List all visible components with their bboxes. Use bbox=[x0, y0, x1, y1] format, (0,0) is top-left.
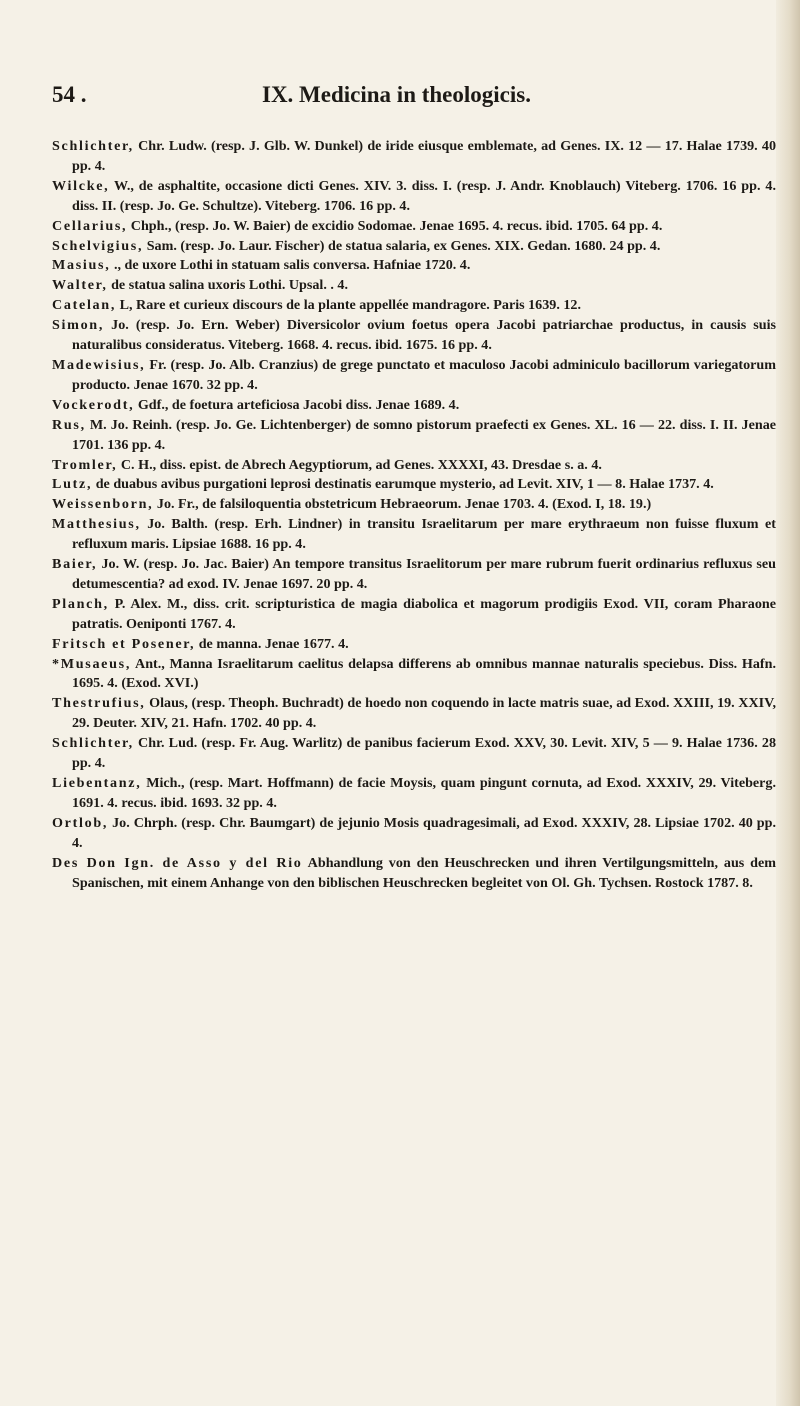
bibliography-entry bbox=[52, 515, 776, 555]
entry-text: Mich., (resp. Mart. Hoffmann) de facie Moysis, quam pingunt cornuta, ad Exod. XXXIV, 29. Viteberg. 1691. 4. recus. ibid. 1693. 32 pp. 4. bbox=[72, 775, 776, 811]
entry-author: Fritsch et Posener, bbox=[52, 635, 196, 652]
page-edge-shadow bbox=[776, 0, 800, 1406]
bibliography-entry bbox=[52, 475, 776, 495]
bibliography-entry bbox=[52, 694, 776, 734]
entry-text: Jo. Balth. (resp. Erh. Lindner) in transitu Israelitarum per mare erythraeum non fuisse fluxum et refluxum maris. Lipsiae 1688. 16 pp. 4. bbox=[72, 516, 776, 553]
entry-author: Tromler, bbox=[52, 456, 118, 473]
entry-text: de statua salina uxoris Lothi. Upsal. . 4. bbox=[111, 277, 348, 294]
entry-text: P. Alex. M., diss. crit. scripturistica de magia diabolica et magorum prodigiis Exod. VII, coram Pharaone patratis. Oeniponti 1767. 4. bbox=[72, 595, 776, 632]
bibliography-entry bbox=[52, 495, 776, 515]
entry-text: Jo. Fr., de falsiloquentia obstetricum Hebraeorum. Jenae 1703. 4. (Exod. I, 18. 19.) bbox=[156, 496, 652, 513]
entry-text: Chr. Ludw. (resp. J. Glb. W. Dunkel) de iride eiusque emblemate, ad Genes. IX. 12 — 17. Halae 1739. 40 pp. 4. bbox=[72, 138, 776, 174]
bibliography-entry bbox=[52, 356, 776, 396]
entry-text: Chph., (resp. Jo. W. Baier) de excidio Sodomae. Jenae 1695. 4. recus. ibid. 1705. 64 pp. 4. bbox=[130, 217, 663, 234]
chapter-title: IX. Medicina in theologicis. bbox=[262, 82, 531, 107]
bibliography-entry bbox=[52, 217, 776, 237]
bibliography-list bbox=[52, 137, 776, 893]
bibliography-entry bbox=[52, 177, 776, 217]
entry-author: Wilcke, bbox=[52, 177, 110, 194]
entry-author: Ortlob, bbox=[52, 814, 109, 831]
bibliography-entry bbox=[52, 416, 776, 456]
entry-text: Jo. (resp. Jo. Ern. Weber) Diversicolor ovium foetus opera Jacobi patriarchae productus, in causis suis naturalibus consideratus. Viteberg. 1668. 4. recus. ibid. 1675. 16 pp. 4. bbox=[72, 317, 776, 354]
entry-author: Masius, bbox=[52, 257, 111, 274]
entry-author: Simon, bbox=[52, 317, 105, 334]
entry-text: Chr. Lud. (resp. Fr. Aug. Warlitz) de panibus facierum Exod. XXV, 30. Levit. XIV, 5 — 9. Halae 1736. 28 pp. 4. bbox=[72, 735, 776, 772]
entry-author: Schelvigius, bbox=[52, 237, 144, 254]
entry-author: Catelan, bbox=[52, 297, 117, 314]
bibliography-entry bbox=[52, 276, 776, 296]
entry-author: Baier, bbox=[52, 556, 98, 573]
entry-author: Rus, bbox=[52, 416, 86, 433]
entry-author: Schlichter, bbox=[52, 735, 134, 752]
entry-text: C. H., diss. epist. de Abrech Aegyptiorum, ad Genes. XXXXI, 43. Dresdae s. a. 4. bbox=[120, 456, 602, 473]
entry-text: Jo. Chrph. (resp. Chr. Baumgart) de jejunio Mosis quadragesimali, ad Exod. XXXIV, 28. Lipsiae 1702. 40 pp. 4. bbox=[72, 814, 777, 851]
entry-author: Walter, bbox=[52, 277, 108, 294]
bibliography-entry bbox=[52, 774, 776, 814]
entry-text: M. Jo. Reinh. (resp. Jo. Ge. Lichtenberger) de somno pistorum praefecti ex Genes. XL. 16 — 22. diss. I. II. Jenae 1701. 136 pp. 4. bbox=[72, 416, 776, 453]
entry-author: Matthesius, bbox=[52, 516, 141, 533]
entry-text: L, Rare et curieux discours de la plante appellée mandragore. Paris 1639. 12. bbox=[119, 297, 581, 314]
bibliography-entry bbox=[52, 256, 776, 276]
running-head bbox=[52, 82, 752, 122]
entry-author: Cellarius, bbox=[52, 217, 128, 234]
entry-author: Lutz, bbox=[52, 476, 93, 493]
entry-text: Jo. W. (resp. Jo. Jac. Baier) An tempore transitus Israelitorum per mare rubrum fuerit ordinarius refluxus seu detumescentia? ad exod. IV. Jenae 1697. 20 pp. 4. bbox=[72, 556, 776, 592]
entry-author: Planch, bbox=[52, 595, 109, 612]
entry-author: Schlichter, bbox=[52, 138, 134, 154]
entry-text: Fr. (resp. Jo. Alb. Cranzius) de grege punctato et maculoso Jacobi adminiculo bacillorum variegatorum producto. Jenae 1670. 32 pp. 4. bbox=[72, 356, 776, 393]
bibliography-entry bbox=[52, 316, 776, 356]
bibliography-entry bbox=[52, 456, 776, 476]
bibliography-entry bbox=[52, 854, 776, 894]
entry-text: Ant., Manna Israelitarum caelitus delapsa differens ab omnibus mannae naturalis speciebus. Diss. Hafn. 1695. 4. (Exod. XVI.) bbox=[72, 655, 776, 692]
entry-text: ., de uxore Lothi in statuam salis conversa. Hafniae 1720. 4. bbox=[113, 257, 471, 274]
bibliography-entry bbox=[52, 814, 776, 854]
bibliography-entry bbox=[52, 137, 776, 177]
entry-text: Olaus, (resp. Theoph. Buchradt) de hoedo non coquendo in lacte matris suae, ad Exod. XXIII, 19. XXIV, 29. Deuter. XIV, 21. Hafn. 1702. 40 pp. 4. bbox=[72, 695, 776, 732]
bibliography-entry bbox=[52, 635, 776, 655]
entry-author: Thestrufius, bbox=[52, 695, 146, 712]
bibliography-entry bbox=[52, 396, 776, 416]
entry-text: de duabus avibus purgationi leprosi destinatis earumque mysterio, ad Levit. XIV, 1 — 8. Halae 1737. 4. bbox=[95, 476, 714, 493]
bibliography-entry bbox=[52, 595, 776, 635]
entry-text: W., de asphaltite, occasione dicti Genes. XIV. 3. diss. I. (resp. J. Andr. Knoblauch) Viteberg. 1706. 16 pp. 4. diss. II. (resp. Jo. Ge. Schultze). Viteberg. 1706. 16 pp. 4. bbox=[72, 177, 776, 214]
entry-author: Des Don Ign. de Asso y del Rio bbox=[52, 854, 303, 871]
entry-text: Gdf., de foetura arteficiosa Jacobi diss. Jenae 1689. 4. bbox=[137, 396, 460, 413]
entry-author: *Musaeus, bbox=[52, 655, 132, 672]
bibliography-entry bbox=[52, 655, 776, 695]
page-number: 54 . bbox=[52, 82, 87, 107]
entry-author: Weissenborn, bbox=[52, 496, 154, 513]
bibliography-entry bbox=[52, 237, 776, 257]
bibliography-entry bbox=[52, 296, 776, 316]
entry-author: Madewisius, bbox=[52, 356, 146, 373]
entry-text: Abhandlung von den Heuschrecken und ihren Vertilgungsmitteln, aus dem Spanischen, mit einem Anhange von den biblischen Heuschrecken begleitet von Ol. Gh. Tychsen. Rostock 1787. 8. bbox=[72, 854, 776, 891]
bibliography-entry bbox=[52, 734, 776, 774]
bibliography-entry bbox=[52, 555, 776, 595]
entry-text: de manna. Jenae 1677. 4. bbox=[198, 635, 349, 652]
entry-author: Liebentanz, bbox=[52, 775, 142, 791]
entry-text: Sam. (resp. Jo. Laur. Fischer) de statua salaria, ex Genes. XIX. Gedan. 1680. 24 pp. 4. bbox=[146, 237, 661, 254]
entry-author: Vockerodt, bbox=[52, 396, 135, 413]
